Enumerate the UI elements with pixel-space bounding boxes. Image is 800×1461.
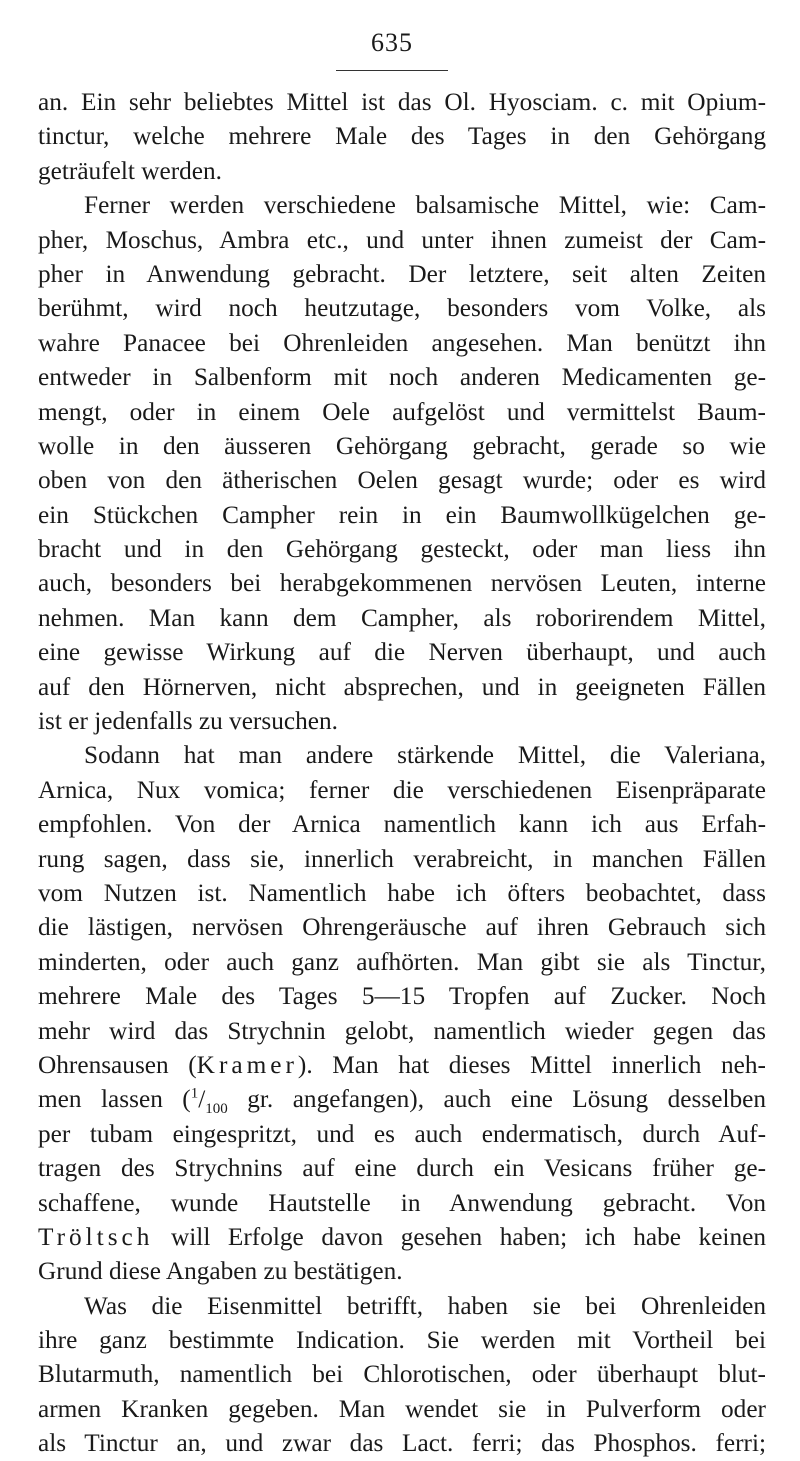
text-line: mengt, oder in einem Oele aufgelöst und vermittelst Baum- xyxy=(38,397,766,426)
text-line: eine gewisse Wirkung auf die Nerven überhaupt, und auch xyxy=(38,638,766,667)
text-line: Ferner werden verschiedene balsamische Mittel, wie: Cam- xyxy=(84,191,766,220)
text-line: ein Stückchen Campher rein in ein Baumwollkügelchen ge- xyxy=(38,500,766,529)
text-line: Grund diese Angaben zu bestätigen. xyxy=(38,1257,403,1286)
text-fragment: men lassen ( xyxy=(38,1085,191,1114)
text-line: mehrere Male des Tages 5—15 Tropfen auf Zucker. Noch xyxy=(38,982,766,1011)
text-line: als Tinctur an, und zwar das Lact. ferri; das Phosphos. ferri; xyxy=(38,1429,766,1458)
text-line: pher in Anwendung gebracht. Der letztere, seit alten Zeiten xyxy=(38,259,766,288)
text-line: tragen des Strychnins auf eine durch ein Vesicans früher ge- xyxy=(38,1154,766,1183)
author-name: Kramer xyxy=(196,1050,298,1079)
text-line: nehmen. Man kann dem Campher, als roborirendem Mittel, xyxy=(38,603,766,632)
text-line: vom Nutzen ist. Namentlich habe ich öfters beobachtet, dass xyxy=(38,878,766,907)
text-line: auch, besonders bei herabgekommenen nervösen Leuten, interne xyxy=(38,569,766,598)
text-line: schaffene, wunde Hautstelle in Anwendung gebracht. Von xyxy=(38,1188,766,1217)
text-fragment: ). Man hat dieses Mittel innerlich neh- xyxy=(297,1050,766,1079)
page-number-rule xyxy=(336,70,448,71)
text-line: Sodann hat man andere stärkende Mittel, die Valeriana, xyxy=(84,741,766,770)
text-line: wahre Panacee bei Ohrenleiden angesehen. Man benützt ihn xyxy=(38,328,766,357)
text-line xyxy=(38,1220,766,1254)
text-fragment: gr. angefangen), auch eine Lösung desselben xyxy=(227,1085,766,1114)
text-line: Blutarmuth, namentlich bei Chlorotischen, oder überhaupt blut- xyxy=(38,1360,766,1389)
text-line: an. Ein sehr beliebtes Mittel ist das Ol. Hyosciam. c. mit Opium- xyxy=(38,88,766,116)
text-line: wolle in den äusseren Gehörgang gebracht, gerade so wie xyxy=(38,431,766,460)
text-line: geträufelt werden. xyxy=(38,156,223,185)
text-line: entweder in Salbenform mit noch anderen Medicamenten ge- xyxy=(38,363,766,392)
text-fragment: Ohrensausen ( xyxy=(38,1050,197,1079)
text-line: pher, Moschus, Ambra etc., und unter ihnen zumeist der Cam- xyxy=(38,225,766,254)
text-line xyxy=(38,1048,766,1082)
text-line: Was die Eisenmittel betrifft, haben sie bei Ohrenleiden xyxy=(84,1291,766,1320)
text-line: men lassen ($^1/_{100}$ gr. angefangen), auch eine Lösung desselben xyxy=(38,1085,766,1118)
page-number-container xyxy=(336,28,448,58)
author-name: Tröltsch xyxy=(38,1222,154,1251)
text-line: rung sagen, dass sie, innerlich verabreicht, in manchen Fällen xyxy=(38,844,766,873)
text-fragment: will Erfolge davon gesehen haben; ich habe keinen xyxy=(153,1222,766,1251)
text-line: bracht und in den Gehörgang gesteckt, oder man liess ihn xyxy=(38,535,766,564)
text-line: mehr wird das Strychnin gelobt, namentlich wieder gegen das xyxy=(38,1016,766,1045)
text-line: auf den Hörnerven, nicht absprechen, und in geeigneten Fällen xyxy=(38,672,766,701)
text-line: empfohlen. Von der Arnica namentlich kann ich aus Erfah- xyxy=(38,810,766,839)
text-line: armen Kranken gegeben. Man wendet sie in Pulverform oder xyxy=(38,1394,766,1423)
fraction-denominator: 100 xyxy=(205,1101,228,1118)
fraction-numerator: 1 xyxy=(190,1085,199,1102)
page-number: 635 xyxy=(371,28,413,57)
text-line: per tubam eingespritzt, und es auch endermatisch, durch Auf- xyxy=(38,1119,766,1148)
text-line: berühmt, wird noch heutzutage, besonders vom Volke, als xyxy=(38,294,766,323)
text-line: Arnica, Nux vomica; ferner die verschiedenen Eisenpräparate xyxy=(38,775,766,804)
body-text xyxy=(38,85,766,1461)
text-line: oben von den ätherischen Oelen gesagt wurde; oder es wird xyxy=(38,466,766,495)
text-line: die lästigen, nervösen Ohrengeräusche auf ihren Gebrauch sich xyxy=(38,913,766,942)
text-line: ihre ganz bestimmte Indication. Sie werden mit Vortheil bei xyxy=(38,1326,766,1355)
text-line: minderten, oder auch ganz aufhörten. Man gibt sie als Tinctur, xyxy=(38,947,766,976)
text-line: tinctur, welche mehrere Male des Tages in den Gehörgang xyxy=(38,122,766,151)
text-line: ist er jedenfalls zu versuchen. xyxy=(38,707,338,736)
